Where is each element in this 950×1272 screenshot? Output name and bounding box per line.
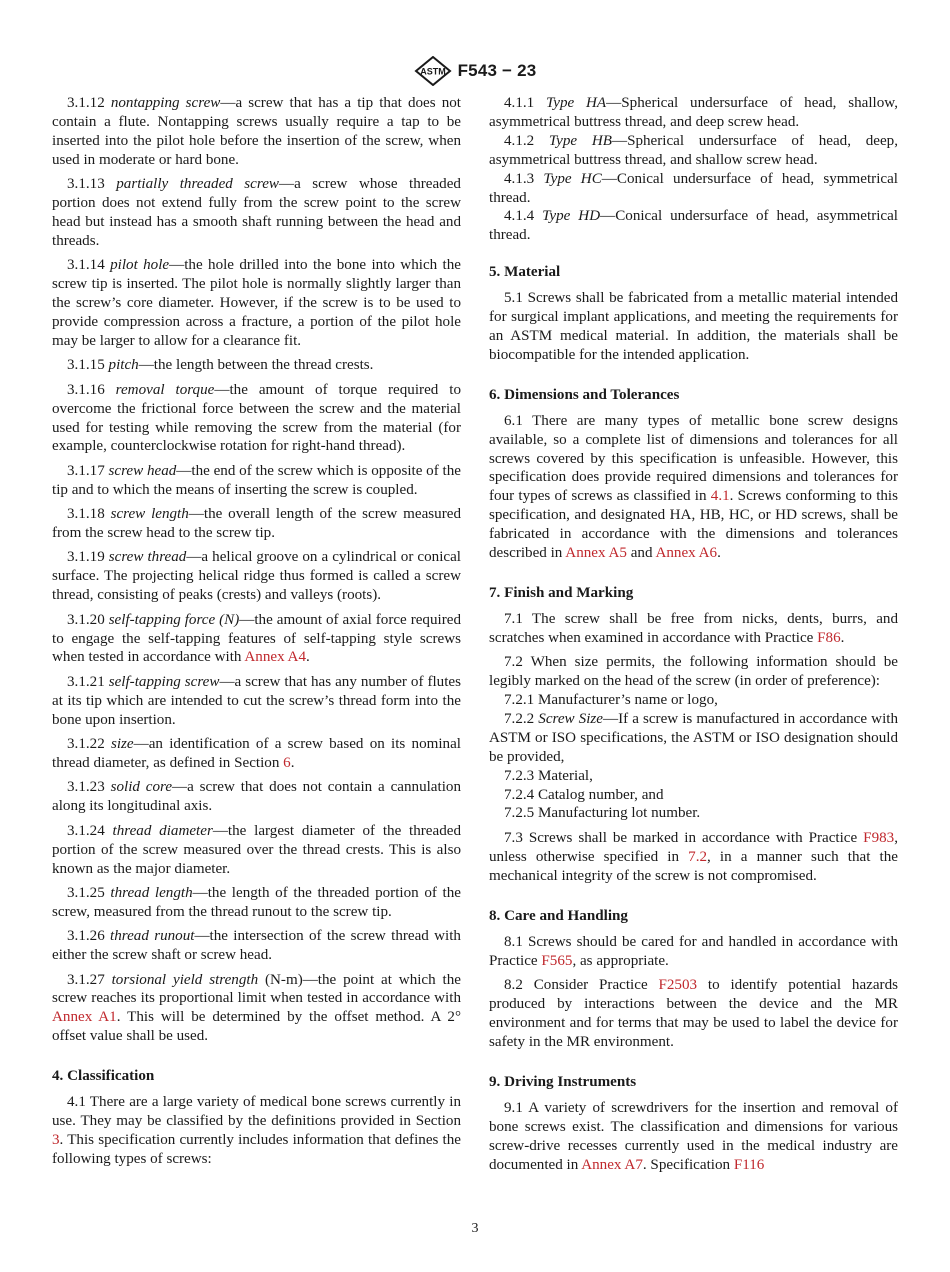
def-3-1-14: 3.1.14 pilot hole—the hole drilled into the bone into which the screw tip is inserted. The pilot hole is normally slightly larger than the screw’s core diameter. However, if the screw is to be used to provide compression across a fracture, a portion of the pilot hole may be larger to allow for a clearance fit. [52,257,461,349]
def-3-1-27: 3.1.27 torsional yield strength (N-m)—the point at which the screw reaches its proportional limit when tested in accordance with Annex A1. This will be determined by the offset method. A 2° offset value shall be used. [52,971,461,1045]
section-6-heading: 6. Dimensions and Tolerances [489,386,680,403]
para-7-2-5: 7.2.5 Manufacturing lot number. [504,805,701,822]
def-3-1-16: 3.1.16 removal torque—the amount of torque required to overcome the frictional force between the screw and the material used for testing while removing the screw from the material (for example, counterclockwise rotation for right-hand thread). [52,381,461,455]
def-3-1-20: 3.1.20 self-tapping force (N)—the amount of axial force required to engage the self-tapping features of self-tapping style screws when tested in accordance with Annex A4. [52,611,461,666]
type-4-1-4: 4.1.4 Type HD—Conical undersurface of head, asymmetrical thread. [489,208,899,244]
def-3-1-13: 3.1.13 partially threaded screw—a screw whose threaded portion does not extend fully from the screw point to the screw head but instead has a smooth shaft running between the head and threads. [52,176,461,249]
section-8-heading: 8. Care and Handling [489,908,628,925]
section-5-heading: 5. Material [489,264,561,281]
def-3-1-22: 3.1.22 size—an identification of a screw based on its nominal thread diameter, as defined in Section 6. [52,736,461,771]
def-3-1-26: 3.1.26 thread runout—the intersection of the screw thread with either the screw shaft or screw head. [52,928,461,964]
def-3-1-18: 3.1.18 screw length—the overall length of the screw measured from the screw head to the screw tip. [52,506,461,542]
annex-a1-link[interactable]: Annex A1 [52,1009,117,1026]
section-7-2-link[interactable]: 7.2 [688,849,708,866]
para-8-2: 8.2 Consider Practice F2503 to identify potential hazards produced by interactions between the device and the MR environment and for terms that may be used to label the device for safety in the MR environment. [489,977,899,1050]
annex-a4-link[interactable]: Annex A4 [244,649,307,666]
type-4-1-3: 4.1.3 Type HC—Conical undersurface of head, symmetrical thread. [489,170,898,206]
def-3-1-25: 3.1.25 thread length—the length of the threaded portion of the screw, measured from the thread runout to the screw tip. [52,884,461,920]
para-9-1: 9.1 A variety of screwdrivers for the insertion and removal of bone screws exist. The classification and dimensions for various screw-drive recesses currently used in the medical industry are documented in Annex A7. Specification F116 [489,1099,898,1173]
para-8-1: 8.1 Screws should be cared for and handled in accordance with Practice F565, as appropriate. [489,933,898,969]
type-4-1-1: 4.1.1 Type HA—Spherical undersurface of head, shallow, asymmetrical buttress thread, and deep screw head. [489,95,898,130]
para-7-2-1: 7.2.1 Manufacturer’s name or logo, [504,691,718,708]
f2503-link[interactable]: F2503 [658,977,698,994]
para-7-2-4: 7.2.4 Catalog number, and [504,786,664,803]
def-3-1-17: 3.1.17 screw head—the end of the screw which is opposite of the tip and to which the means of inserting the screw is coupled. [52,462,461,498]
page-number: 3 [471,1221,479,1236]
section-4-1-link[interactable]: 4.1 [710,488,730,505]
section-4-heading: 4. Classification [52,1068,155,1085]
def-3-1-23: 3.1.23 solid core—a screw that does not contain a cannulation along its longitudinal axis. [52,779,461,815]
def-3-1-12: 3.1.12 nontapping screw—a screw that has a tip that does not contain a flute. Nontapping screws usually require a tap to be inserted into the pilot hole before the insertion of the screw, when used in moderate or hard bone. [52,95,461,168]
def-3-1-24: 3.1.24 thread diameter—the largest diameter of the threaded portion of the screw measured over the thread crests. This is also known as the major diameter. [52,822,462,877]
annex-a7-link[interactable]: Annex A7 [581,1156,643,1173]
f983-link[interactable]: F983 [863,830,895,847]
right-column [489,94,898,1180]
def-3-1-21: 3.1.21 self-tapping screw—a screw that has any number of flutes at its tip which are intended to cut the screw’s thread form into the bone upon insertion. [52,673,461,728]
section-7-heading: 7. Finish and Marking [489,584,634,601]
annex-a5-link[interactable]: Annex A5 [565,545,627,562]
type-4-1-2: 4.1.2 Type HB—Spherical undersurface of head, deep, asymmetrical buttress thread, and shallow screw head. [489,132,898,168]
para-7-2-3: 7.2.3 Material, [504,767,593,784]
f116-link[interactable]: F116 [733,1156,765,1173]
astm-logo-icon [414,56,452,86]
para-7-3: 7.3 Screws shall be marked in accordance with Practice F983, unless otherwise specified in 7.2, in a manner such that the mechanical integrity of the screw is not compromised. [489,830,898,885]
document-designation: F543 − 23 [457,61,537,80]
para-5-1: 5.1 Screws shall be fabricated from a metallic material intended for surgical implant applications, and meeting the requirements for an ASTM medical material. In addition, the materials shall be biocompatible for the intended application. [489,290,898,363]
f86-link[interactable]: F86 [817,629,841,646]
para-4-1: 4.1 There are a large variety of medical bone screws currently in use. They may be classified by the definitions provided in Section 3. This specification currently includes information that defines the following types of screws: [52,1094,461,1167]
f565-link[interactable]: F565 [541,952,573,969]
def-3-1-15: 3.1.15 pitch—the length between the thread crests. [67,357,374,374]
svg-text:ASTM: ASTM [419,66,446,77]
para-7-2: 7.2 When size permits, the following information should be legibly marked on the head of the screw (in order of preference): [489,654,898,690]
left-column [52,94,461,1174]
section-9-heading: 9. Driving Instruments [489,1073,637,1090]
section-3-link[interactable]: 3 [52,1131,60,1148]
para-7-1: 7.1 The screw shall be free from nicks, dents, burrs, and scratches when examined in accordance with Practice F86. [489,610,898,646]
def-3-1-19: 3.1.19 screw thread—a helical groove on a cylindrical or conical surface. The projecting helical ridge thus formed is called a screw thread, consisting of peaks (crests) and valleys (roots). [52,549,461,604]
para-7-2-2: 7.2.2 Screw Size—If a screw is manufactured in accordance with ASTM or ISO specifications, the ASTM or ISO designation should be provided, [489,710,898,765]
para-6-1: 6.1 There are many types of metallic bone screw designs available, so a complete list of dimensions and tolerances for all screws covered by this specification is unfeasible. However, this specification does provide required dimensions and tolerances for four types of screws as classified in 4.1. Screws conforming to this specification, and designated HA, HB, HC, or HD screws, shall be fabricated in accordance with the dimensions and tolerances described in Annex A5 and Annex A6. [489,412,898,562]
page-header [0,56,950,86]
annex-a6-link[interactable]: Annex A6 [655,545,718,562]
section-6-link[interactable]: 6 [283,755,291,771]
